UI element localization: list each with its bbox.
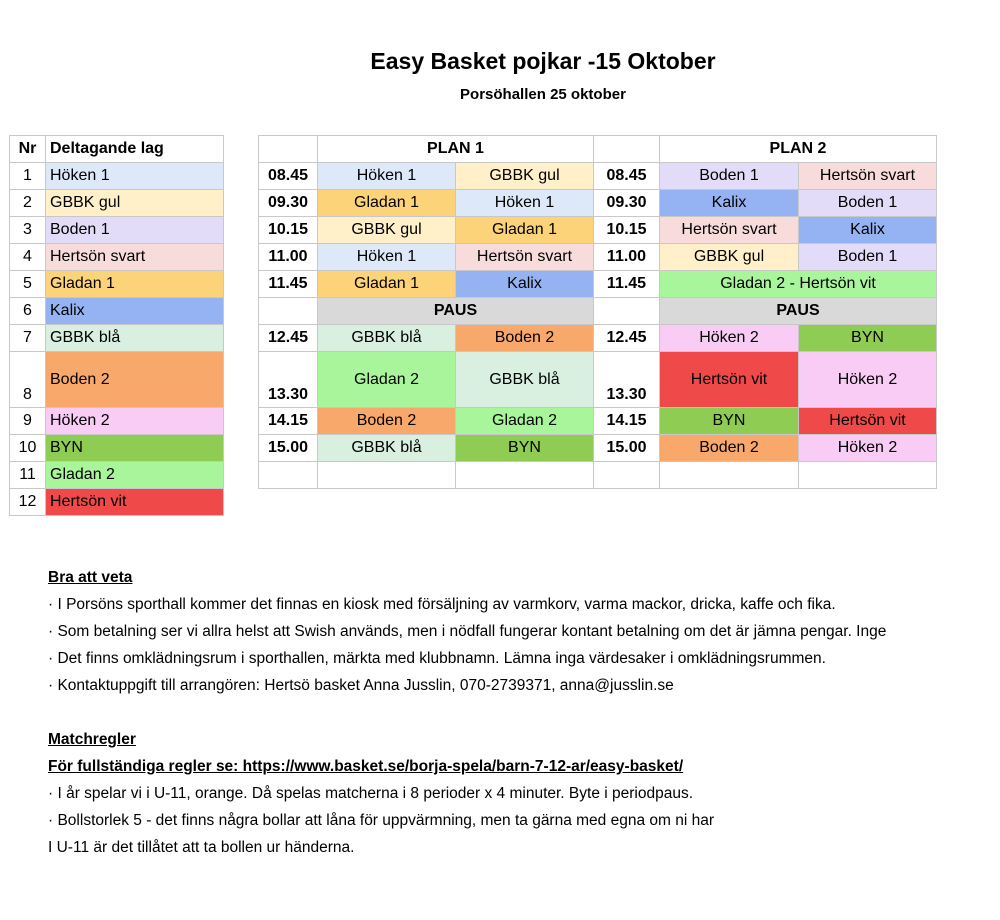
team-row	[10, 408, 224, 435]
team-name: Hertsön svart	[46, 244, 224, 271]
schedule-header-row	[259, 136, 937, 163]
team-number: 1	[10, 163, 46, 190]
team-number: 12	[10, 489, 46, 516]
plan1-team-b: Gladan 1	[456, 217, 594, 244]
team-number: 10	[10, 435, 46, 462]
plan1-time: 11.45	[259, 271, 318, 298]
plan1-time: 09.30	[259, 190, 318, 217]
plan1-team-b: Kalix	[456, 271, 594, 298]
team-row	[10, 163, 224, 190]
team-name: Gladan 2	[46, 462, 224, 489]
schedule-row	[259, 217, 937, 244]
team-number: 4	[10, 244, 46, 271]
rules-heading: Matchregler	[48, 731, 136, 748]
team-number: 11	[10, 462, 46, 489]
plan1-team-b: BYN	[456, 435, 594, 462]
team-row	[10, 435, 224, 462]
blank-cell	[259, 298, 318, 325]
plan2-time: 09.30	[594, 190, 660, 217]
rules-line: · I år spelar vi i U-11, orange. Då spelas matcherna i 8 perioder x 4 minuter. Byte i periodpaus.	[48, 785, 693, 802]
plan1-team-a: GBBK blå	[318, 325, 456, 352]
empty-cell	[594, 462, 660, 489]
info-line: · Som betalning ser vi allra helst att Swish används, men i nödfall fungerar kontant betalning om det är jämna pengar. Inge	[48, 623, 887, 640]
plan2-time: 12.45	[594, 325, 660, 352]
team-number: 2	[10, 190, 46, 217]
schedule-row	[259, 271, 937, 298]
paus-plan2: PAUS	[660, 298, 937, 325]
plan2-team-b: BYN	[799, 325, 937, 352]
plan1-team-a: Höken 1	[318, 163, 456, 190]
plan2-team-b: Boden 1	[799, 190, 937, 217]
team-row	[10, 190, 224, 217]
team-name: Hertsön vit	[46, 489, 224, 516]
team-name: Kalix	[46, 298, 224, 325]
plan2-team-a: BYN	[660, 408, 799, 435]
page-title: Easy Basket pojkar -15 Oktober	[370, 48, 716, 74]
team-number: 3	[10, 217, 46, 244]
plan2-match-merged: Gladan 2 - Hertsön vit	[660, 271, 937, 298]
plan1-time: 08.45	[259, 163, 318, 190]
plan2-team-a: Boden 2	[660, 435, 799, 462]
plan1-time: 14.15	[259, 408, 318, 435]
schedule-header-blank	[594, 136, 660, 163]
team-row	[10, 325, 224, 352]
schedule-row	[259, 163, 937, 190]
empty-cell	[456, 462, 594, 489]
schedule-row	[259, 190, 937, 217]
team-row	[10, 271, 224, 298]
team-name: BYN	[46, 435, 224, 462]
schedule-row	[259, 408, 937, 435]
paus-row	[259, 298, 937, 325]
plan2-time: 15.00	[594, 435, 660, 462]
schedule-table	[258, 135, 937, 489]
teams-header-row	[10, 136, 224, 163]
plan1-header: PLAN 1	[318, 136, 594, 163]
team-name: Gladan 1	[46, 271, 224, 298]
info-line: · Kontaktuppgift till arrangören: Hertsö basket Anna Jusslin, 070-2739371, anna@jusslin.se	[48, 677, 674, 694]
info-line: · I Porsöns sporthall kommer det finnas en kiosk med försäljning av varmkorv, varma mackor, dricka, kaffe och fika.	[48, 596, 836, 613]
team-number: 6	[10, 298, 46, 325]
team-row	[10, 489, 224, 516]
team-number: 5	[10, 271, 46, 298]
plan1-team-b: Höken 1	[456, 190, 594, 217]
plan1-time: 13.30	[259, 352, 318, 408]
plan1-team-b: Boden 2	[456, 325, 594, 352]
plan2-team-a: GBBK gul	[660, 244, 799, 271]
rules-line: · Bollstorlek 5 - det finns några bollar att låna för uppvärmning, men ta gärna med egna om ni har	[48, 812, 715, 829]
plan2-time: 11.45	[594, 271, 660, 298]
info-line: · Det finns omklädningsrum i sporthallen, märkta med klubbnamn. Lämna inga värdesaker i omklädningsrummen.	[48, 650, 826, 667]
team-number: 8	[10, 352, 46, 408]
plan2-team-a: Kalix	[660, 190, 799, 217]
plan1-team-b: GBBK blå	[456, 352, 594, 408]
schedule-header-blank	[259, 136, 318, 163]
rules-link-line[interactable]: För fullständiga regler se: https://www.basket.se/borja-spela/barn-7-12-ar/easy-basket/	[48, 758, 684, 775]
plan1-team-b: Hertsön svart	[456, 244, 594, 271]
plan1-team-a: GBBK gul	[318, 217, 456, 244]
plan2-time: 14.15	[594, 408, 660, 435]
team-number: 7	[10, 325, 46, 352]
team-name: Höken 2	[46, 408, 224, 435]
plan1-team-b: Gladan 2	[456, 408, 594, 435]
team-name: GBBK blå	[46, 325, 224, 352]
team-name: Boden 2	[46, 352, 224, 408]
team-number: 9	[10, 408, 46, 435]
plan1-team-a: Gladan 2	[318, 352, 456, 408]
team-name: GBBK gul	[46, 190, 224, 217]
plan2-team-b: Hertsön svart	[799, 163, 937, 190]
plan2-time: 10.15	[594, 217, 660, 244]
empty-cell	[799, 462, 937, 489]
plan2-team-b: Höken 2	[799, 352, 937, 408]
plan2-team-a: Hertsön vit	[660, 352, 799, 408]
team-row	[10, 217, 224, 244]
teams-header-name: Deltagande lag	[46, 136, 224, 163]
plan2-team-b: Höken 2	[799, 435, 937, 462]
plan1-time: 10.15	[259, 217, 318, 244]
plan2-team-a: Hertsön svart	[660, 217, 799, 244]
plan1-team-a: GBBK blå	[318, 435, 456, 462]
plan1-time: 11.00	[259, 244, 318, 271]
info-heading: Bra att veta	[48, 569, 133, 586]
schedule-row	[259, 244, 937, 271]
paus-plan1: PAUS	[318, 298, 594, 325]
plan2-header: PLAN 2	[660, 136, 937, 163]
plan1-time: 12.45	[259, 325, 318, 352]
teams-header-nr: Nr	[10, 136, 46, 163]
plan1-time: 15.00	[259, 435, 318, 462]
schedule-row	[259, 325, 937, 352]
empty-cell	[259, 462, 318, 489]
plan1-team-a: Höken 1	[318, 244, 456, 271]
team-row	[10, 298, 224, 325]
plan2-time: 08.45	[594, 163, 660, 190]
team-name: Boden 1	[46, 217, 224, 244]
plan1-team-a: Boden 2	[318, 408, 456, 435]
plan1-team-b: GBBK gul	[456, 163, 594, 190]
schedule-row	[259, 352, 937, 408]
team-name: Höken 1	[46, 163, 224, 190]
plan2-team-b: Hertsön vit	[799, 408, 937, 435]
team-row	[10, 244, 224, 271]
empty-cell	[318, 462, 456, 489]
teams-table	[9, 135, 224, 516]
plan2-team-a: Boden 1	[660, 163, 799, 190]
rules-line: I U-11 är det tillåtet att ta bollen ur händerna.	[48, 839, 355, 856]
page-subtitle: Porsöhallen 25 oktober	[460, 86, 626, 103]
schedule-row	[259, 435, 937, 462]
blank-cell	[594, 298, 660, 325]
plan2-team-a: Höken 2	[660, 325, 799, 352]
plan2-time: 13.30	[594, 352, 660, 408]
plan1-team-a: Gladan 1	[318, 271, 456, 298]
plan2-time: 11.00	[594, 244, 660, 271]
team-row	[10, 462, 224, 489]
plan2-team-b: Boden 1	[799, 244, 937, 271]
team-row	[10, 352, 224, 408]
empty-row	[259, 462, 937, 489]
plan1-team-a: Gladan 1	[318, 190, 456, 217]
plan2-team-b: Kalix	[799, 217, 937, 244]
empty-cell	[660, 462, 799, 489]
